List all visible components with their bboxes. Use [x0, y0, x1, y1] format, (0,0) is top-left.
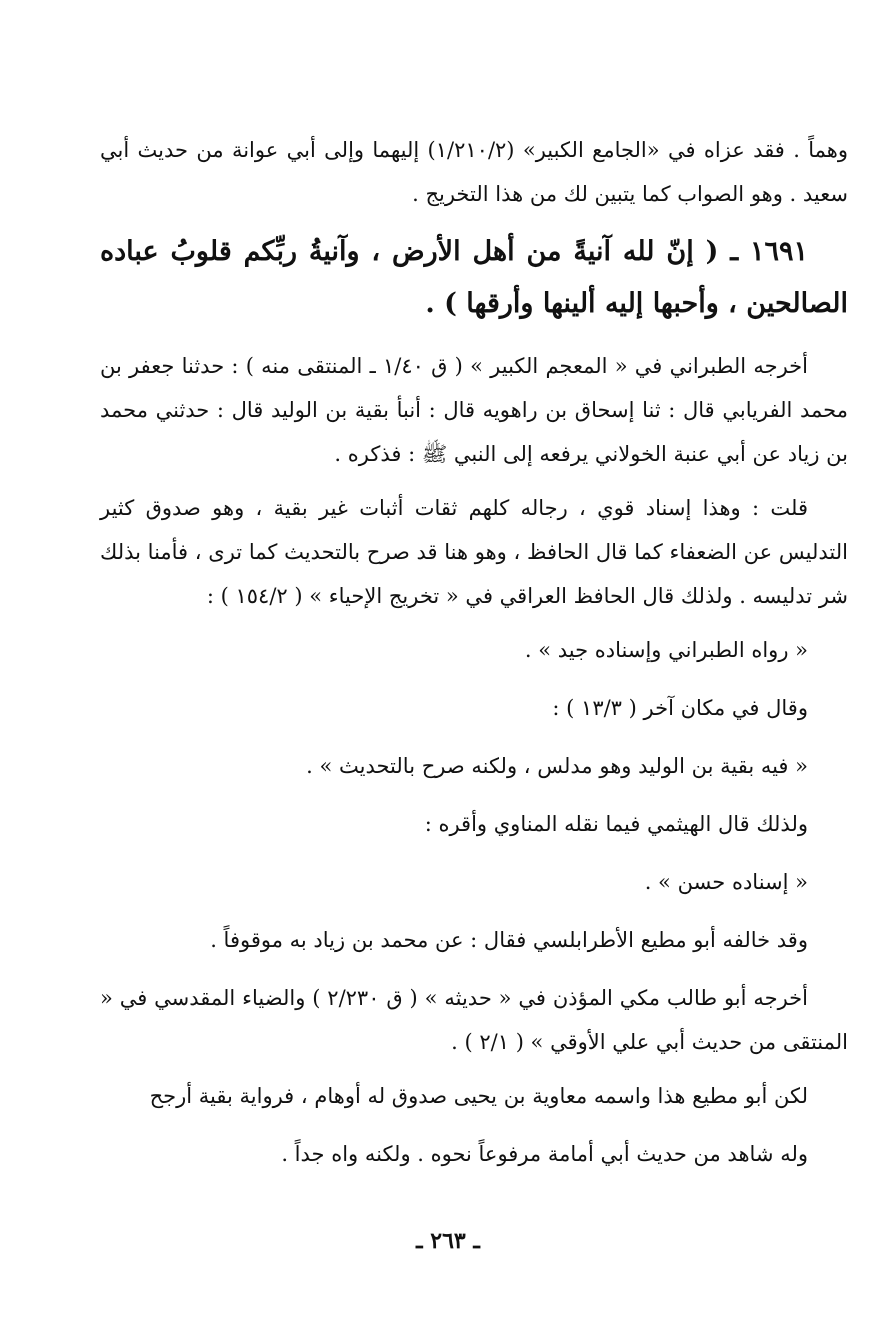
quote-1: « رواه الطبراني وإسناده جيد » .: [524, 638, 808, 662]
hadith-text: ١٦٩١ ـ ( إنّ لله آنيةً من أهل الأرض ، وآنيةُ ربِّكم قلوبُ عباده الصالحين ، وأحبها إليه ألينها وأرقها ) .: [100, 236, 848, 319]
page-body: [100, 128, 848, 1190]
page-number: ـ ٢٦٣ ـ: [416, 1228, 480, 1254]
paragraph-6: وقد خالفه أبو مطيع الأطرابلسي فقال : عن محمد بن زياد به موقوفاً .: [210, 928, 808, 952]
quote-2: « فيه بقية بن الوليد وهو مدلس ، ولكنه صرح بالتحديث » .: [306, 754, 808, 778]
paragraph-2: أخرجه الطبراني في « المعجم الكبير » ( ق ١/٤٠ ـ المنتقى منه ) : حدثنا جعفر بن محمد الفريابي قال : ثنا إسحاق بن راهويه قال : أنبأ بقية بن الوليد قال : حدثني محمد بن زياد عن أبي عنبة الخولاني يرفعه إلى النبي ﷺ : فذكره .: [100, 354, 848, 466]
paragraph-4: وقال في مكان آخر ( ١٣/٣ ) :: [552, 696, 808, 720]
quote-3: « إسناده حسن » .: [644, 870, 808, 894]
paragraph-3: قلت : وهذا إسناد قوي ، رجاله كلهم ثقات أثبات غير بقية ، وهو صدوق كثير التدليس عن الضعفاء كما قال الحافظ ، وهو هنا قد صرح بالتحديث كما ترى ، فأمنا بذلك شر تدليسه . ولذلك قال الحافظ العراقي في « تخريج الإحياء » ( ١٥٤/٢ ) :: [100, 496, 848, 608]
paragraph-1: وهماً . فقد عزاه في «الجامع الكبير» (١/٢١٠/٢) إليهما وإلى أبي عوانة من حديث أبي سعيد . وهو الصواب كما يتبين لك من هذا التخريج .: [100, 138, 848, 206]
paragraph-5: ولذلك قال الهيثمي فيما نقله المناوي وأقره :: [424, 812, 808, 836]
paragraph-8: لكن أبو مطيع هذا واسمه معاوية بن يحيى صدوق له أوهام ، فرواية بقية أرجح: [149, 1084, 808, 1108]
paragraph-9: وله شاهد من حديث أبي أمامة مرفوعاً نحوه . ولكنه واه جداً .: [281, 1142, 808, 1166]
paragraph-7: أخرجه أبو طالب مكي المؤذن في « حديثه » ( ق ٢/٢٣٠ ) والضياء المقدسي في « المنتقى من حديث أبي علي الأوقي » ( ٢/١ ) .: [100, 986, 848, 1054]
